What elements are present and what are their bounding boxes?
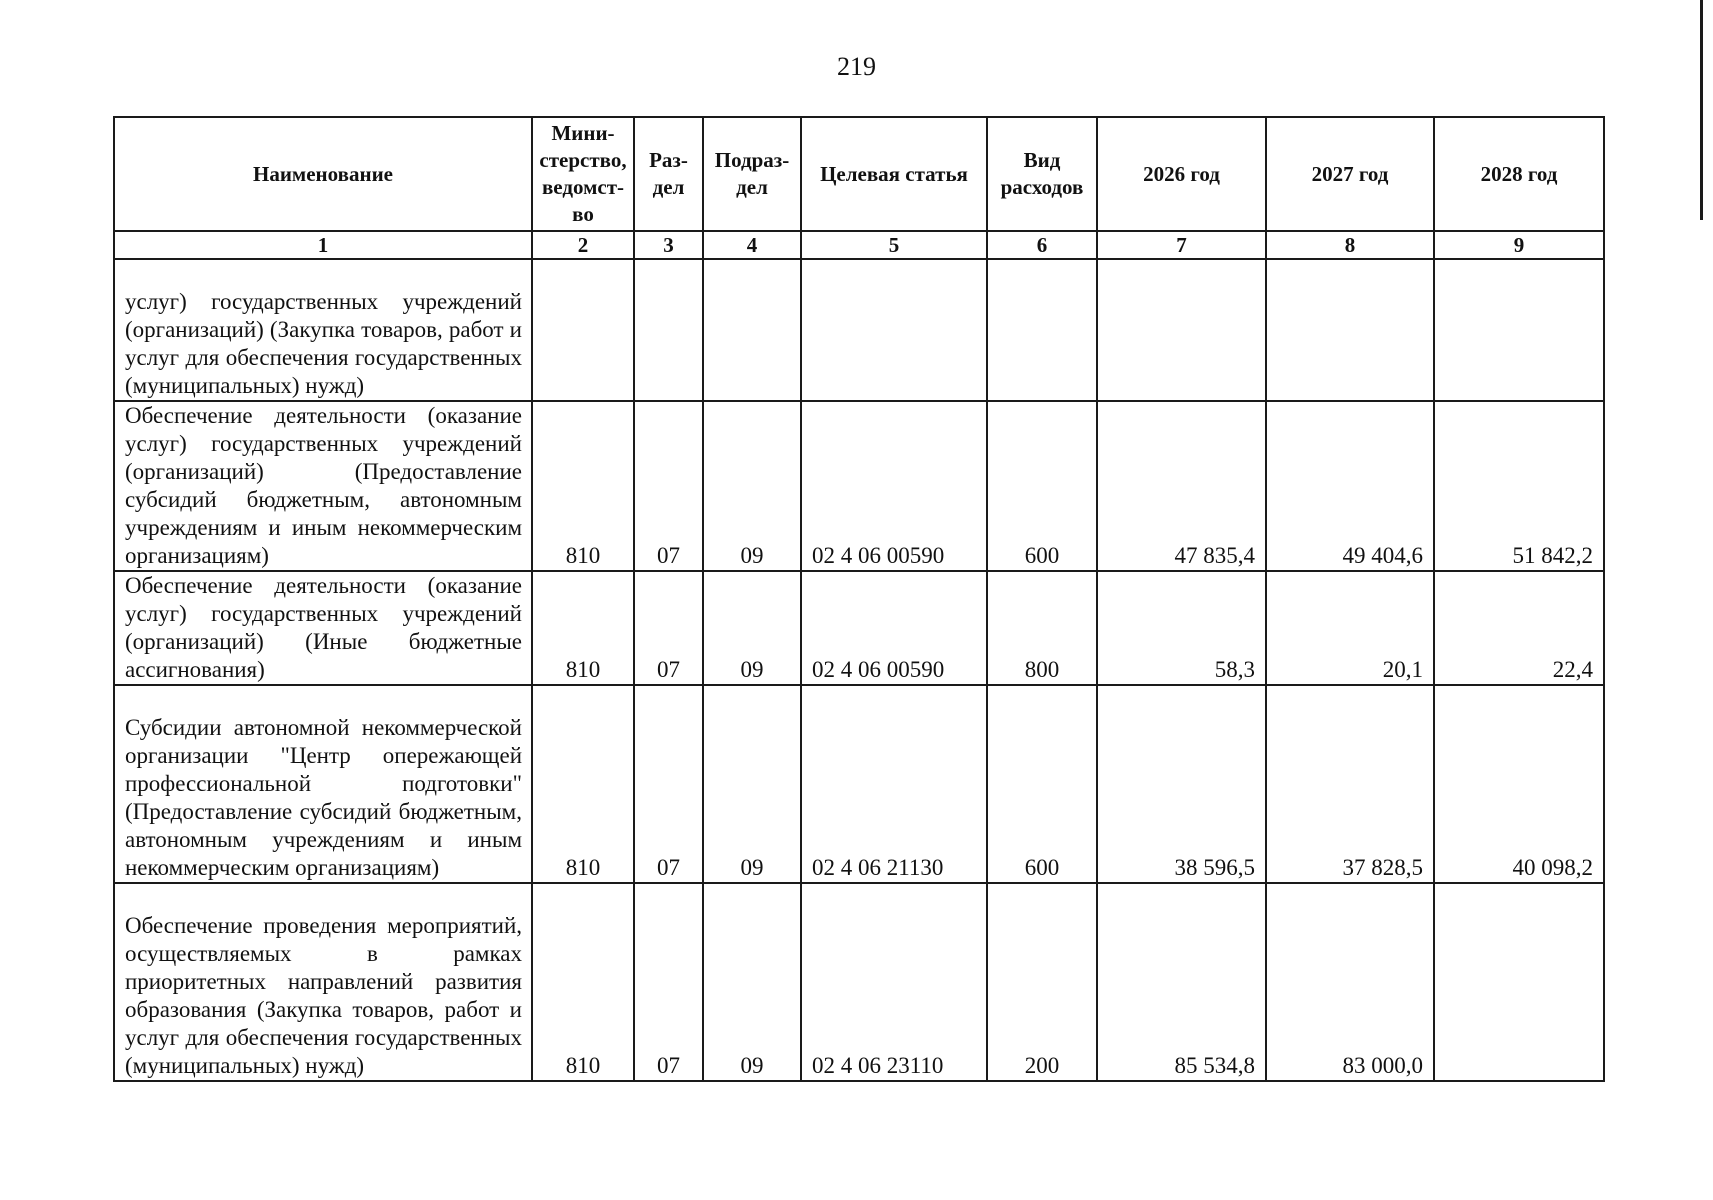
row-target: 02 4 06 21130 <box>801 685 987 883</box>
row-expense-type: 800 <box>987 571 1097 685</box>
row-amount-2026: 38 596,5 <box>1097 685 1266 883</box>
header-target: Целевая статья <box>801 117 987 231</box>
column-number: 6 <box>987 231 1097 259</box>
row-section: 07 <box>634 685 703 883</box>
row-name: Субсидии автономной некоммерческой организации "Центр опережающей профессиональной подготовки" (Предоставление субсидий бюджетным, автономным учреждениям и иным некоммерческим организациям) <box>114 685 532 883</box>
header-section: Раз-дел <box>634 117 703 231</box>
row-amount-2027: 20,1 <box>1266 571 1434 685</box>
column-number: 9 <box>1434 231 1604 259</box>
column-number: 5 <box>801 231 987 259</box>
table-row <box>114 259 1604 401</box>
row-ministry: 810 <box>532 883 634 1081</box>
header-expense-type: Вид расходов <box>987 117 1097 231</box>
column-number: 1 <box>114 231 532 259</box>
table-row <box>114 883 1604 1081</box>
scan-edge-mark <box>1700 0 1703 220</box>
row-section: 07 <box>634 883 703 1081</box>
header-year-2027: 2027 год <box>1266 117 1434 231</box>
row-ministry <box>532 259 634 401</box>
header-ministry: Мини-стерство, ведомст-во <box>532 117 634 231</box>
table-header-row <box>114 117 1604 231</box>
row-ministry: 810 <box>532 401 634 571</box>
column-number: 3 <box>634 231 703 259</box>
row-amount-2027: 37 828,5 <box>1266 685 1434 883</box>
row-amount-2028: 22,4 <box>1434 571 1604 685</box>
header-year-2028: 2028 год <box>1434 117 1604 231</box>
row-section <box>634 259 703 401</box>
row-amount-2028 <box>1434 883 1604 1081</box>
row-amount-2026 <box>1097 259 1266 401</box>
column-number-row <box>114 231 1604 259</box>
row-section: 07 <box>634 571 703 685</box>
row-amount-2026: 58,3 <box>1097 571 1266 685</box>
row-amount-2026: 85 534,8 <box>1097 883 1266 1081</box>
page-number: 219 <box>837 52 876 81</box>
budget-table <box>113 116 1605 1082</box>
row-subsection: 09 <box>703 401 801 571</box>
row-name: Обеспечение деятельности (оказание услуг) государственных учреждений (организаций) (Иные бюджетные ассигнования) <box>114 571 532 685</box>
row-expense-type: 600 <box>987 685 1097 883</box>
row-subsection: 09 <box>703 883 801 1081</box>
row-name: услуг) государственных учреждений (организаций) (Закупка товаров, работ и услуг для обеспечения государственных (муниципальных) нужд) <box>114 259 532 401</box>
table-row <box>114 571 1604 685</box>
column-number: 4 <box>703 231 801 259</box>
header-subsection: Подраз-дел <box>703 117 801 231</box>
row-target: 02 4 06 23110 <box>801 883 987 1081</box>
row-ministry: 810 <box>532 571 634 685</box>
row-name: Обеспечение деятельности (оказание услуг) государственных учреждений (организаций) (Предоставление субсидий бюджетным, автономным учреждениям и иным некоммерческим организациям) <box>114 401 532 571</box>
row-target <box>801 259 987 401</box>
table-row <box>114 685 1604 883</box>
row-name: Обеспечение проведения мероприятий, осуществляемых в рамках приоритетных направлений развития образования (Закупка товаров, работ и услуг для обеспечения государственных (муниципальных) нужд) <box>114 883 532 1081</box>
column-number: 8 <box>1266 231 1434 259</box>
row-section: 07 <box>634 401 703 571</box>
row-subsection: 09 <box>703 571 801 685</box>
row-expense-type: 600 <box>987 401 1097 571</box>
row-amount-2027: 49 404,6 <box>1266 401 1434 571</box>
row-amount-2027 <box>1266 259 1434 401</box>
row-target: 02 4 06 00590 <box>801 401 987 571</box>
row-ministry: 810 <box>532 685 634 883</box>
row-subsection <box>703 259 801 401</box>
row-expense-type: 200 <box>987 883 1097 1081</box>
row-expense-type <box>987 259 1097 401</box>
row-target: 02 4 06 00590 <box>801 571 987 685</box>
row-amount-2028: 40 098,2 <box>1434 685 1604 883</box>
row-amount-2027: 83 000,0 <box>1266 883 1434 1081</box>
column-number: 2 <box>532 231 634 259</box>
row-amount-2028: 51 842,2 <box>1434 401 1604 571</box>
header-name: Наименование <box>114 117 532 231</box>
table-row <box>114 401 1604 571</box>
row-subsection: 09 <box>703 685 801 883</box>
header-year-2026: 2026 год <box>1097 117 1266 231</box>
row-amount-2028 <box>1434 259 1604 401</box>
row-amount-2026: 47 835,4 <box>1097 401 1266 571</box>
column-number: 7 <box>1097 231 1266 259</box>
